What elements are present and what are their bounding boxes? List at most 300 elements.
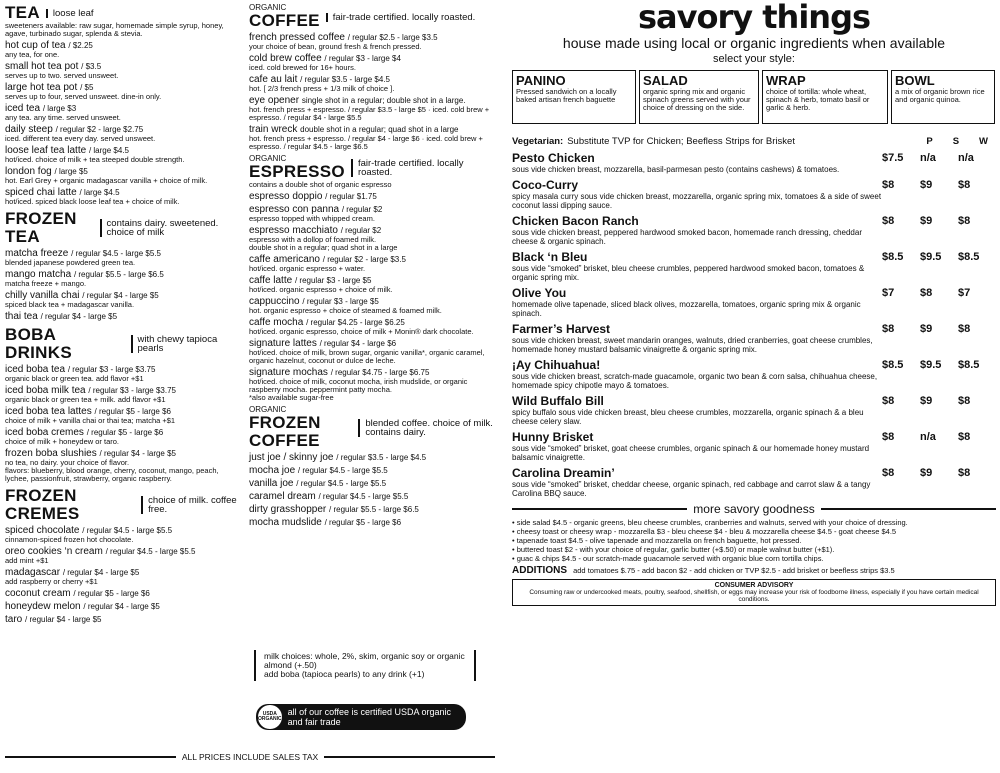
item-name: signature mochas — [249, 367, 328, 378]
menu-item-cremes — [5, 601, 243, 612]
section-header-tea — [5, 4, 243, 22]
section-name-frozen-tea: FROZEN TEA — [5, 209, 77, 246]
price-s: $9 — [920, 467, 933, 479]
price-header-salad: S — [952, 136, 960, 147]
item-price: single shot in a regular; double shot in a large. — [301, 96, 466, 105]
footer — [5, 752, 495, 762]
item-name: espresso macchiato — [249, 225, 338, 236]
item-desc: any tea, for one. — [5, 50, 60, 59]
item-price: / regular $5.5 - large $6.5 — [329, 505, 419, 514]
savory-item-desc: sous vide “smoked” brisket, cheddar cheese, organic spinach, red cabbage and carrot slaw & a tangy Carolina BBQ sauce. — [512, 480, 871, 498]
item-price: / large $4.5 — [88, 146, 129, 155]
style-name: WRAP — [766, 73, 806, 88]
item-price: / regular $4 - large $5 — [99, 449, 177, 458]
menu-item-frozen-coffee — [249, 465, 499, 476]
savory-item-text — [512, 152, 882, 174]
section-header-coffee — [249, 4, 499, 30]
menu-item-coffee — [249, 53, 499, 72]
item-desc: espresso with a dollop of foamed milk. — [249, 235, 377, 244]
boba-flavors: flavors: blueberry, blood orange, cherry, coconut, mango, peach, lychee, passionfruit, strawberry, organic raspberry. — [5, 466, 219, 483]
savory-item-text — [512, 395, 882, 426]
price-p: $8.5 — [882, 359, 904, 371]
item-price: / regular $2 - large $2.75 — [55, 125, 144, 134]
item-price: / regular $4 - large $6 — [319, 339, 397, 348]
item-line — [5, 614, 243, 625]
item-price: / regular $4 - large $5 — [25, 615, 102, 624]
section-title-espresso — [249, 155, 345, 181]
item-price: / regular $3 - large $4 — [324, 54, 401, 63]
menu-item-espresso2 — [249, 338, 499, 365]
item-name: cold brew coffee — [249, 53, 322, 64]
savory-item — [512, 179, 996, 210]
menu-item-espresso2 — [249, 367, 499, 394]
item-desc: matcha freeze + mango. — [5, 279, 87, 288]
section-header-boba — [5, 326, 243, 362]
section-note-cremes: choice of milk. coffee free. — [141, 496, 243, 514]
item-price: / regular $4.25 - large $6.25 — [306, 318, 405, 327]
item-line — [5, 601, 243, 612]
savory-item-name: Black ‘n Bleu — [512, 250, 588, 264]
savory-item — [512, 215, 996, 246]
savory-item-name: Hunny Brisket — [512, 430, 594, 444]
price-w: $8 — [958, 323, 971, 335]
menu-item-tea — [5, 82, 243, 101]
additions-text: add tomatoes $.75 - add bacon $2 - add chicken or TVP $2.5 - add brisket or beefless strips $3.5 — [573, 566, 895, 575]
item-name: iced boba tea lattes — [5, 406, 92, 417]
side-item: • buttered toast $2 - with your choice of regular, garlic butter (+$.50) or maple walnut butter (+$1). — [512, 545, 835, 554]
advisory-text: Consuming raw or undercooked meats, poultry, seafood, shellfish, or eggs may increase your risk of foodborne illness, especially if you have certain medical conditions. — [529, 589, 979, 603]
item-price: / regular $1.75 — [325, 192, 377, 201]
menu-item-cremes — [5, 588, 243, 599]
style-desc: a mix of organic brown rice and organic quinoa. — [895, 87, 985, 104]
right-column — [512, 0, 996, 606]
item-desc: iced. different tea every day. served unsweet. — [5, 134, 156, 143]
item-name: just joe / skinny joe — [249, 452, 334, 463]
savory-item-desc: homemade olive tapenade, sliced black olives, mozzarella, tomatoes, organic spring mix & organic spinach. — [512, 300, 861, 318]
item-desc: hot. french press + espresso. / regular $3.5 - large $5 · iced. cold brew + espresso. / regular $4 - large $5.5 — [249, 105, 490, 122]
item-name: oreo cookies ‘n cream — [5, 546, 103, 557]
section-title-frozen-coffee — [249, 406, 352, 450]
item-name: thai tea — [5, 311, 38, 322]
menu-item-tea — [5, 187, 243, 206]
price-s: $9 — [920, 323, 933, 335]
item-price: / regular $3.5 - large $4.5 — [300, 75, 390, 84]
usda-badge — [256, 704, 466, 730]
section-note-tea: loose leaf — [46, 9, 94, 18]
price-p: $8 — [882, 323, 895, 335]
section-note-coffee: fair-trade certified. locally roasted. — [326, 13, 476, 22]
item-desc: hot/iced. choice of milk, brown sugar, organic vanilla*, organic caramel, organic hazelnut, coconut or dulce de leche. — [249, 348, 485, 365]
price-w: $8.5 — [958, 251, 980, 263]
style-title: select your style: — [713, 53, 795, 65]
item-price: / $5 — [80, 83, 94, 92]
savory-item-name: Carolina Dreamin’ — [512, 466, 615, 480]
page-title: savory things — [637, 0, 871, 36]
item-name: iced tea — [5, 103, 41, 114]
savory-item-text — [512, 287, 882, 318]
item-desc: hot. organic espresso + choice of steamed & foamed milk. — [249, 306, 442, 315]
item-desc: spiced black tea + madagascar vanilla. — [5, 300, 135, 309]
item-name: signature lattes — [249, 338, 317, 349]
item-desc: hot/iced. organic espresso + water. — [249, 264, 366, 273]
menu-item-frozen-coffee — [249, 517, 499, 528]
section-name-coffee: COFFEE — [249, 11, 320, 30]
price-p: $8 — [882, 395, 895, 407]
section-title-frozen-tea — [5, 210, 94, 246]
style-desc: Pressed sandwich on a locally baked artisan french baguette — [516, 87, 617, 104]
item-name: caffe americano — [249, 254, 320, 265]
savory-item — [512, 395, 996, 426]
menu-item-frozen-coffee — [249, 491, 499, 502]
item-price: / regular $2 - large $3.5 — [322, 255, 406, 264]
item-price: / regular $3 - large $5 — [294, 276, 372, 285]
item-desc: serves up to four, served unsweet. dine-in only. — [5, 92, 162, 101]
menu-item-frozen-coffee — [249, 478, 499, 489]
savory-item — [512, 152, 996, 174]
savory-item-text — [512, 323, 882, 354]
item-desc: hot/iced. organic espresso + choice of milk. — [249, 285, 393, 294]
espresso-intro2: double shot in a regular; quad shot in a large — [249, 243, 398, 252]
additions-label: ADDITIONS — [512, 565, 567, 576]
item-price: / regular $5.5 - large $6.5 — [73, 270, 164, 279]
section-note-frozen-tea: contains dairy. sweetened. choice of milk — [100, 219, 243, 237]
page-subtitle: house made using local or organic ingredients when available — [562, 35, 946, 51]
price-w: $8 — [958, 215, 971, 227]
additions — [512, 565, 996, 576]
item-name: coconut cream — [5, 588, 71, 599]
item-name: espresso doppio — [249, 191, 323, 202]
milk-choices-box — [254, 650, 476, 681]
price-s: $9.5 — [920, 359, 942, 371]
menu-item-boba — [5, 448, 243, 467]
item-price: / $3.5 — [81, 62, 102, 71]
milk-choices: milk choices: whole, 2%, skim, organic soy or organic almond (+.50) — [264, 651, 465, 670]
menu-item-boba — [5, 406, 243, 425]
item-desc: your choice of bean, ground fresh & french pressed. — [249, 42, 422, 51]
vegetarian-note — [512, 136, 996, 147]
menu-item-boba — [5, 385, 243, 404]
advisory-title: CONSUMER ADVISORY — [714, 582, 794, 589]
side-item: • side salad $4.5 - organic greens, bleu cheese crumbles, cranberries and walnuts, served with your choice of dressing. — [512, 518, 908, 527]
vegetarian-text: Substitute TVP for Chicken; Beefless Strips for Brisket — [567, 136, 795, 147]
item-desc: organic black or green tea + milk. add flavor +$1 — [5, 395, 166, 404]
item-price: / regular $5 - large $6 — [324, 518, 402, 527]
savory-item — [512, 467, 996, 498]
item-price: / regular $4.5 - large $5.5 — [105, 547, 196, 556]
menu-item-frozen-tea — [5, 290, 243, 309]
menu-item-cremes — [5, 546, 243, 565]
item-price: / large $5 — [54, 167, 88, 176]
item-price: / regular $4.5 - large $5.5 — [296, 479, 387, 488]
item-price: / regular $4.5 - large $5.5 — [318, 492, 409, 501]
section-name-frozen-coffee: FROZEN COFFEE — [249, 413, 321, 450]
item-name: honeydew melon — [5, 601, 81, 612]
savory-item-text — [512, 467, 882, 498]
section-title-coffee — [249, 4, 320, 30]
side-item: • guac & chips $4.5 - our scratch-made guacamole served with organic blue corn tortilla chips. — [512, 554, 824, 563]
item-price: / regular $4.5 - large $5.5 — [82, 526, 173, 535]
menu-item-frozen-coffee — [249, 504, 499, 515]
section-header-espresso — [249, 155, 499, 181]
menu-item-coffee — [249, 32, 499, 51]
item-name: french pressed coffee — [249, 32, 345, 43]
section-title-tea — [5, 4, 40, 22]
item-price: / regular $4 - large $5 — [40, 312, 118, 321]
menu-item-coffee — [249, 124, 499, 151]
section-pre-espresso: ORGANIC — [249, 154, 287, 163]
item-line — [5, 311, 243, 322]
item-desc: add raspberry or cherry +$1 — [5, 577, 98, 586]
item-line — [249, 478, 499, 489]
item-name: train wreck — [249, 124, 298, 135]
menu-item-tea — [5, 103, 243, 122]
item-line — [249, 191, 499, 202]
item-price: / regular $2 — [340, 226, 382, 235]
menu-item-espresso2 — [249, 275, 499, 294]
price-p: $7.5 — [882, 152, 904, 164]
menu-item-espresso — [249, 204, 499, 223]
price-s: $9 — [920, 179, 933, 191]
price-p: $8 — [882, 179, 895, 191]
item-name: hot cup of tea — [5, 40, 66, 51]
menu-item-espresso2 — [249, 296, 499, 315]
section-note-espresso: fair-trade certified. locally roasted. — [351, 159, 499, 177]
item-name: frozen boba slushies — [5, 448, 97, 459]
item-name: madagascar — [5, 567, 61, 578]
item-desc: serves up to two. served unsweet. — [5, 71, 119, 80]
more-title: more savory goodness — [693, 502, 815, 516]
savory-item-desc: sous vide chicken breast, sweet mandarin oranges, walnuts, dried cranberries, goat cheese crumbles, homemade honey mustard balsamic vinaigrette & organic spring mix. — [512, 336, 873, 354]
savory-item-name: Coco-Curry — [512, 178, 579, 192]
price-p: $8 — [882, 215, 895, 227]
item-line — [249, 465, 499, 476]
price-p: $7 — [882, 287, 895, 299]
section-title-cremes — [5, 487, 135, 523]
item-price: / regular $5 - large $6 — [94, 407, 172, 416]
section-name-boba: BOBA DRINKS — [5, 325, 72, 362]
item-name: taro — [5, 614, 23, 625]
item-price: / regular $5 - large $6 — [73, 589, 150, 598]
style-name: SALAD — [643, 73, 688, 88]
item-name: espresso con panna — [249, 204, 340, 215]
savory-items — [512, 152, 996, 498]
item-line — [249, 517, 499, 528]
savory-item-name: Olive You — [512, 286, 567, 300]
item-desc: choice of milk + vanilla chai or thai tea; matcha +$1 — [5, 416, 176, 425]
menu-item-tea — [5, 166, 243, 185]
price-p: $8 — [882, 431, 895, 443]
more-savory-header — [512, 502, 996, 516]
item-name: dirty grasshopper — [249, 504, 327, 515]
section-title-boba — [5, 326, 125, 362]
price-w: $8 — [958, 431, 971, 443]
item-name: eye opener — [249, 95, 300, 106]
item-desc: iced. cold brewed for 16+ hours. — [249, 63, 356, 72]
savory-item — [512, 359, 996, 390]
middle-column — [249, 0, 499, 528]
item-line — [249, 504, 499, 515]
item-desc: add mint +$1 — [5, 556, 49, 565]
menu-item-frozen-tea — [5, 248, 243, 267]
section-name-espresso: ESPRESSO — [249, 162, 345, 181]
price-s: n/a — [920, 152, 936, 164]
item-name: caffe latte — [249, 275, 293, 286]
item-name: iced boba tea — [5, 364, 66, 375]
menu-item-boba — [5, 427, 243, 446]
menu-item-frozen-tea — [5, 311, 243, 322]
item-name: large hot tea pot — [5, 82, 78, 93]
menu-item-tea — [5, 145, 243, 164]
boba-add: add boba (tapioca pearls) to any drink (+1) — [264, 669, 425, 679]
savory-item-name: Chicken Bacon Ranch — [512, 214, 639, 228]
section-name-tea: TEA — [5, 3, 40, 22]
sweeteners-note: sweeteners available: raw sugar, homemade simple syrup, honey, agave, turbinado sugar, splenda & stevia. — [5, 21, 224, 38]
item-name: caramel dream — [249, 491, 316, 502]
item-name: small hot tea pot — [5, 61, 79, 72]
style-desc: organic spring mix and organic spinach greens served with your choice of dressing on the side. — [643, 87, 751, 112]
item-price: / large $3 — [42, 104, 77, 113]
section-header-frozen-coffee — [249, 406, 499, 450]
menu-item-tea — [5, 124, 243, 143]
item-desc: any tea. any time. served unsweet. — [5, 113, 121, 122]
menu-item-espresso — [249, 225, 499, 244]
style-salad — [639, 70, 759, 124]
savory-item-text — [512, 215, 882, 246]
side-item: • tapenade toast $4.5 - olive tapenade and mozzarella on french baguette, hot pressed. — [512, 536, 802, 545]
savory-item-desc: sous vide chicken breast, mozzarella, basil-parmesan pesto (contains cashews) & tomatoes. — [512, 165, 840, 174]
style-wrap — [762, 70, 888, 124]
savory-item-desc: sous vide chicken breast, scratch-made guacamole, organic two bean & corn salsa, chihuahua cheese, homemade spicy chipotle mayo & tomatoes. — [512, 372, 878, 390]
item-desc: choice of milk + honeydew or taro. — [5, 437, 120, 446]
item-line — [249, 491, 499, 502]
price-p: $8 — [882, 467, 895, 479]
item-price: / regular $2.5 - large $3.5 — [347, 33, 438, 42]
menu-item-coffee — [249, 95, 499, 122]
savory-item — [512, 251, 996, 282]
price-s: n/a — [920, 431, 936, 443]
savory-item-name: ¡Ay Chihuahua! — [512, 358, 601, 372]
menu-item-cremes — [5, 525, 243, 544]
section-header-cremes — [5, 487, 243, 523]
item-desc: hot/iced. spiced black loose leaf tea + choice of milk. — [5, 197, 180, 206]
item-name: mocha joe — [249, 465, 296, 476]
item-price: / $2.25 — [68, 41, 93, 50]
savory-item-text — [512, 251, 882, 282]
item-desc: cinnamon-spiced frozen hot chocolate. — [5, 535, 134, 544]
style-name: PANINO — [516, 73, 566, 88]
style-bowl — [891, 70, 995, 124]
item-name: iced boba milk tea — [5, 385, 86, 396]
menu-item-espresso — [249, 191, 499, 202]
item-desc: hot. Earl Grey + organic madagascar vanilla + choice of milk. — [5, 176, 208, 185]
price-w: $8.5 — [958, 359, 980, 371]
item-desc: hot. french press + espresso. / regular $4 - large $6 · iced. cold brew + espresso. / regular $4.5 - large $6.5 — [249, 134, 483, 151]
item-desc: organic black or green tea. add flavor +$1 — [5, 374, 144, 383]
savory-item-text — [512, 179, 882, 210]
item-name: cafe au lait — [249, 74, 298, 85]
sides-list — [512, 518, 996, 563]
price-s: $9.5 — [920, 251, 942, 263]
espresso-intro: contains a double shot of organic espresso — [249, 180, 392, 189]
savory-item-desc: sous vide chicken breast, peppered hardwood smoked bacon, homemade ranch dressing, cheddar cheese & organic spinach. — [512, 228, 862, 246]
item-name: cappuccino — [249, 296, 300, 307]
price-s: $9 — [920, 395, 933, 407]
savory-item — [512, 287, 996, 318]
side-item: • cheesy toast or cheesy wrap - mozzarella $3 - bleu cheese $4 - bleu & mozzarella cheese $4.5 - goat cheese $4.5 — [512, 527, 897, 536]
menu-item-espresso2 — [249, 254, 499, 273]
left-column — [5, 0, 243, 625]
item-name: daily steep — [5, 124, 53, 135]
item-price: / regular $4.5 - large $5.5 — [297, 466, 388, 475]
menu-item-espresso2 — [249, 317, 499, 336]
item-price: / regular $3.5 - large $4.5 — [336, 453, 427, 462]
menu-item-cremes — [5, 614, 243, 625]
section-note-boba: with chewy tapioca pearls — [131, 335, 244, 353]
item-price: / regular $4 - large $5 — [62, 568, 140, 577]
sales-tax-note: ALL PRICES INCLUDE SALES TAX — [181, 752, 319, 762]
savory-item-text — [512, 359, 882, 390]
menu-item-coffee — [249, 74, 499, 93]
item-desc: hot/iced. choice of milk, coconut mocha, irish mudslide, or organic raspberry mocha. peppermint patty mocha. — [249, 377, 468, 394]
item-price: / regular $4.75 - large $6.75 — [330, 368, 430, 377]
item-name: caffe mocha — [249, 317, 304, 328]
item-name: spiced chocolate — [5, 525, 80, 536]
price-header-panino: P — [926, 136, 933, 147]
price-header-wrap: W — [979, 136, 988, 147]
section-name-cremes: FROZEN CREMES — [5, 486, 80, 523]
section-header-frozen-tea — [5, 210, 243, 246]
item-price: / regular $3 - large $3.75 — [67, 365, 156, 374]
usda-text: all of our coffee is certified USDA organic and fair trade — [287, 707, 452, 727]
item-name: mango matcha — [5, 269, 72, 280]
price-w: n/a — [958, 152, 974, 164]
price-w: $8 — [958, 467, 971, 479]
item-price: / regular $4.5 - large $5.5 — [71, 249, 161, 258]
item-desc: hot/iced. choice of milk + tea steeped double strength. — [5, 155, 185, 164]
item-name: chilly vanilla chai — [5, 290, 80, 301]
item-price: / regular $4 - large $5 — [83, 602, 160, 611]
section-pre-frozen-coffee: ORGANIC — [249, 405, 287, 414]
item-desc: espresso topped with whipped cream. — [249, 214, 375, 223]
savory-item-desc: sous vide “smoked” brisket, goat cheese crumbles, organic spinach & our homemade honey mustard balsamic vinaigrette. — [512, 444, 870, 462]
sugar-free-note: *also available sugar-free — [249, 393, 334, 402]
savory-item — [512, 431, 996, 462]
item-name: matcha freeze — [5, 248, 69, 259]
style-desc: choice of tortilla: whole wheat, spinach & herb, tomato basil or garlic & herb. — [766, 87, 870, 112]
savory-item-name: Pesto Chicken — [512, 151, 595, 165]
menu-item-tea — [5, 40, 243, 59]
usda-seal-icon: USDA ORGANIC — [258, 705, 282, 729]
item-price: / regular $3 - large $3.75 — [88, 386, 176, 395]
menu-item-frozen-tea — [5, 269, 243, 288]
item-price: / regular $4 - large $5 — [82, 291, 159, 300]
item-desc: blended japanese powdered green tea. — [5, 258, 136, 267]
item-line — [249, 452, 499, 463]
style-panino — [512, 70, 636, 124]
item-price: / regular $3 - large $5 — [302, 297, 379, 306]
savory-item-desc: sous vide “smoked” brisket, bleu cheese crumbles, peppered hardwood smoked bacon, tomatoes & organic spring mix. — [512, 264, 865, 282]
item-price: / regular $5 - large $6 — [86, 428, 164, 437]
consumer-advisory — [512, 579, 996, 606]
item-name: loose leaf tea latte — [5, 145, 87, 156]
price-p: $8.5 — [882, 251, 904, 263]
item-desc: no tea, no dairy. your choice of flavor. — [5, 458, 130, 467]
savory-item-text — [512, 431, 882, 462]
savory-item — [512, 323, 996, 354]
savory-item-name: Farmer’s Harvest — [512, 322, 611, 336]
style-options — [512, 70, 996, 124]
section-note-frozen-coffee: blended coffee. choice of milk. contains dairy. — [358, 419, 499, 437]
